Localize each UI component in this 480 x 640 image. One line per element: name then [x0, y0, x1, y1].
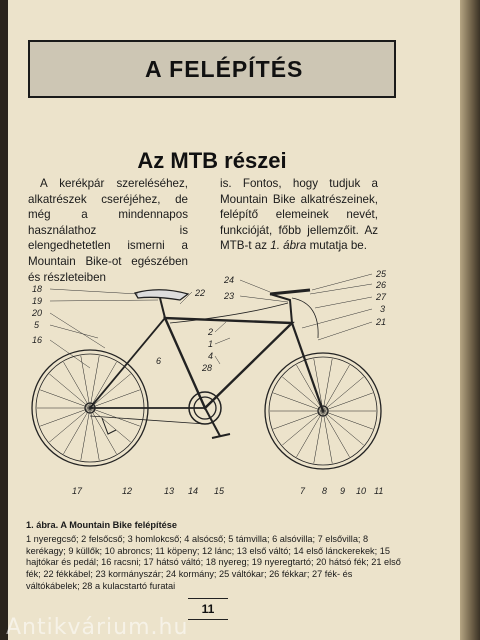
- label-10: 10: [356, 486, 367, 496]
- watermark: Antikvárium.hu: [6, 615, 189, 640]
- label-21: 21: [376, 317, 387, 327]
- spoke: [49, 374, 90, 408]
- label-6: 6: [156, 356, 162, 366]
- figure-reference: 1. ábra: [270, 239, 307, 253]
- spoke: [90, 408, 140, 426]
- article-title: Az MTB részei: [137, 148, 287, 173]
- label-16: 16: [32, 335, 43, 345]
- caption-title: 1. ábra. A Mountain Bike felépítése: [26, 520, 177, 530]
- label-12: 12: [122, 486, 133, 496]
- spoke: [40, 390, 90, 408]
- caption-text: 1 nyeregcső; 2 felsőcső; 3 homlokcső; 4 alsócső; 5 támvilla; 6 alsóvilla; 7 elsővilla; 8 kerékagy; 9 küllők; 10 abroncs; 11 köpeny; 12 lánc; 13 első váltó; 14 első lánckerekek; 15 hajtókar és pedál; 16 racsni; 17 hátsó váltó; 18 nyereg; 19 nyeregtartó; 20 hátsó fék; 21 első fék; 22 fékkábel; 23 kormányszár; 24 kormány; 25 váltókar; 26 fékkar; 27 fék- és váltókábelek; 28 a kulacstartó furatai: [26, 533, 401, 591]
- spoke: [49, 408, 90, 442]
- label-2: 2: [208, 327, 214, 337]
- label-22: 22: [195, 288, 206, 298]
- label-27: 27: [376, 292, 387, 302]
- text-column-2-b: mutatja be.: [306, 239, 367, 253]
- label-1: 1: [208, 339, 214, 349]
- spoke: [273, 411, 323, 429]
- label-7: 7: [300, 486, 306, 496]
- label-26: 26: [376, 280, 387, 290]
- page-edge: [460, 0, 480, 640]
- label-8: 8: [322, 486, 328, 496]
- label-25: 25: [376, 269, 387, 279]
- figure-caption: [26, 520, 404, 593]
- section-title: A FELÉPÍTÉS: [145, 56, 304, 82]
- label-3: 3: [380, 304, 386, 314]
- bike-diagram: [20, 268, 400, 518]
- spoke: [90, 374, 131, 408]
- text-column-2: [220, 176, 378, 254]
- bike-illustration: [32, 290, 381, 469]
- spoke: [323, 411, 373, 429]
- spoke: [90, 408, 131, 442]
- text-column-2-a: is. Fontos, hogy tudjuk a Mountain Bike alkatrészeinek, felépítő elemeinek nevét, funkcióját, főbb jellemzőit. Az MTB-t az: [220, 177, 378, 253]
- label-4: 4: [208, 351, 214, 361]
- label-17: 17: [72, 486, 83, 496]
- spoke: [40, 408, 90, 426]
- label-13: 13: [164, 486, 175, 496]
- spoke: [273, 393, 323, 411]
- label-11: 11: [374, 486, 384, 496]
- spoke: [323, 377, 364, 411]
- spoke: [282, 411, 323, 445]
- text-column-1: A kerékpár szereléséhez, alkatrészek cseréjéhez, de még a mindennapos használathoz is elengedhetetlen ismerni a Mountain Bike-ot egészében és részleteiben: [28, 177, 188, 284]
- page-number: 11: [188, 598, 228, 620]
- label-19: 19: [32, 296, 43, 306]
- label-5: 5: [34, 320, 40, 330]
- label-24: 24: [224, 275, 235, 285]
- label-28: 28: [202, 363, 213, 373]
- section-header: [28, 40, 396, 98]
- book-page: [8, 0, 460, 640]
- spoke: [323, 411, 364, 445]
- label-15: 15: [214, 486, 225, 496]
- label-20: 20: [32, 308, 43, 318]
- spoke: [323, 393, 373, 411]
- label-9: 9: [340, 486, 346, 496]
- label-14: 14: [188, 486, 199, 496]
- label-23: 23: [224, 291, 235, 301]
- label-18: 18: [32, 284, 43, 294]
